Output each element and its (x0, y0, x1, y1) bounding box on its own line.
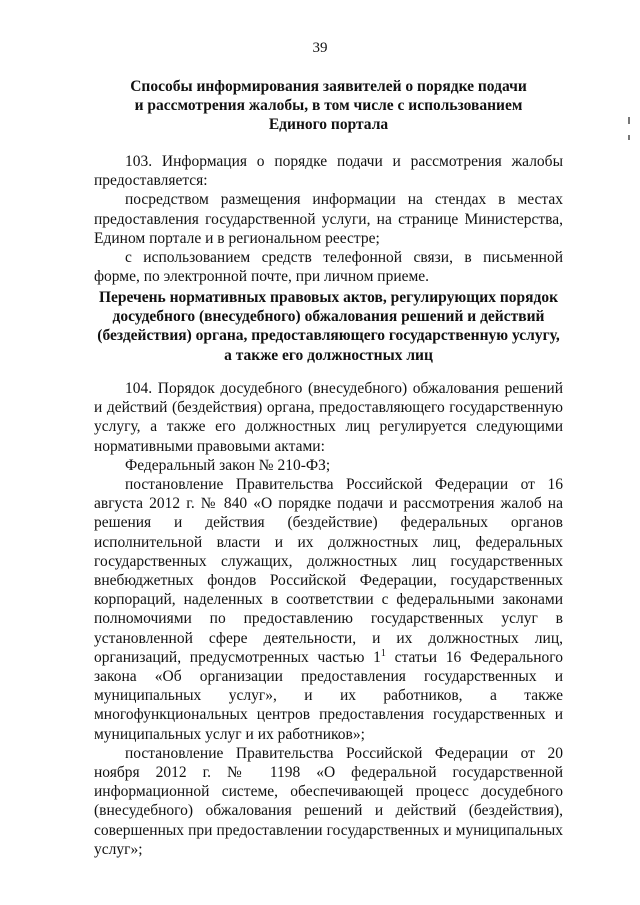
paragraph-103: 103. Информация о порядке подачи и рассмотрения жалобы предоставляется: (94, 153, 563, 190)
section-body-informing (94, 152, 563, 286)
superscript-1: 1 (380, 647, 386, 659)
paragraph-resolution-840 (94, 475, 563, 744)
section-heading-regulations (80, 288, 577, 365)
page-number: 39 (312, 40, 328, 56)
paragraph-104: 104. Порядок досудебного (внесудебного) обжалования решений и действий (бездействия) органа, предоставляющего государственную услугу, а также его должностных лиц регулируется следующими нормативными правовыми актами: (94, 380, 563, 455)
resolution-840-text: постановление Правительства Российской Федерации от 16 августа 2012 г. № 840 «О порядке подачи и рассмотрения жалоб на решения и действия (бездействие) федеральных органов исполнительной власти и их должностных лиц, федеральных государственных служащих, должностных лиц государственных внебюджетных фондов Российской Федерации, государственных корпораций, наделенных в соответствии с федеральными законами полномочиями по предоставлению государственных услуг в установленной сфере деятельности, и их должностных лиц, организаций, предусмотренных частью 1 (94, 476, 563, 666)
paragraph-telephone: с использованием средств телефонной связи, в письменной форме, по электронной почте, при личном приеме. (94, 249, 563, 286)
heading-line: (бездействия) органа, предоставляющего государственную услугу, (97, 327, 560, 345)
heading-line: и рассмотрения жалобы, в том числе с использованием (134, 97, 523, 115)
resolution-840-text-cont: статьи 16 Федерального закона «Об организации предоставления государственных и муниципальных услуг», и их работников, а также многофункциональных центров предоставления государственных и муниципальных услуг и их работников»; (94, 648, 563, 743)
heading-line: досудебного (внесудебного) обжалования решений и действий (112, 308, 545, 326)
paragraph-stands: посредством размещения информации на стендах в местах предоставления государственной услуги, на странице Министерства, Едином портале и в региональном реестре; (94, 191, 563, 247)
heading-line: Перечень нормативных правовых актов, регулирующих порядок (98, 289, 559, 306)
section-heading-informing (80, 77, 577, 135)
edge-mark (628, 117, 630, 124)
paragraph-federal-law: Федеральный закон № 210-ФЗ; (125, 456, 331, 474)
paragraph-resolution-1198: постановление Правительства Российской Федерации от 20 ноября 2012 г. № 1198 «О федеральной государственной информационной системе, обеспечивающей процесс досудебного (внесудебного) обжалования решений и действий (бездействия), совершенных при предоставлении государственных и муниципальных услуг»; (94, 744, 563, 858)
edge-mark (628, 135, 630, 140)
heading-line: Единого портала (268, 116, 389, 134)
section-body-regulations (94, 379, 563, 859)
heading-line: Способы информирования заявителей о порядке подачи (130, 78, 527, 95)
heading-line: а также его должностных лиц (224, 346, 433, 364)
